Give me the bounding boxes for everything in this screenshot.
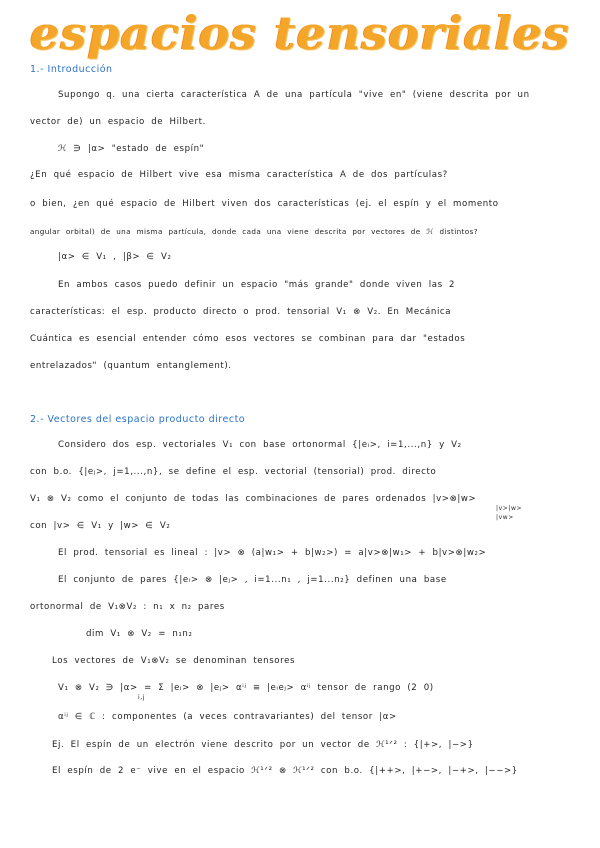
text-line: Los vectores de V₁⊗V₂ se denominan tensores (52, 656, 296, 666)
text-line: ¿En qué espacio de Hilbert vive esa misma característica A de dos partículas? (30, 170, 448, 180)
text-line: αⁱʲ ∈ ℂ : componentes (a veces contravariantes) del tensor |α> (58, 712, 397, 722)
text-line: Ej. El espín de un electrón viene descrito por un vector de ℋ¹ᐟ² : {|+>, |−>} (52, 740, 474, 750)
text-line: V₁ ⊗ V₂ como el conjunto de todas las combinaciones de pares ordenados |v>⊗|w> (30, 494, 477, 504)
text-line: características: el esp. producto directo o prod. tensorial V₁ ⊗ V₂. En Mecánica (30, 307, 452, 317)
section-1-heading: 1.- Introducción (30, 64, 113, 75)
text-line: El prod. tensorial es lineal : |v> ⊗ (a|w₁> + b|w₂>) = a|v>⊗|w₁> + b|v>⊗|w₂> (58, 548, 487, 558)
text-line: entrelazados" (quantum entanglement). (30, 361, 232, 371)
text-line: ortonormal de V₁⊗V₂ : n₁ x n₂ pares (30, 602, 225, 612)
text-line: El espín de 2 e⁻ vive en el espacio ℋ¹ᐟ² ⊗ ℋ¹ᐟ² con b.o. {|++>, |+−>, |−+>, |−−>} (52, 766, 518, 776)
side-note-line: |v>|w> (496, 505, 523, 512)
text-line: |α> ∈ V₁ , |β> ∈ V₂ (58, 252, 172, 262)
text-line: con b.o. {|eⱼ>, j=1,...,n}, se define el esp. vectorial (tensorial) prod. directo (30, 467, 437, 477)
side-note-line: |vw> (496, 514, 514, 521)
text-line: o bien, ¿en qué espacio de Hilbert viven dos características (ej. el espín y el momento (30, 199, 499, 209)
text-line: angular orbital) de una misma partícula, donde cada una viene descrita por vectores de ℋ distintos? (30, 227, 478, 236)
text-line: V₁ ⊗ V₂ ∋ |α> = Σ |eᵢ> ⊗ |eⱼ> αⁱʲ ≡ |eᵢeⱼ> αⁱʲ tensor de rango (2 0) (58, 683, 434, 693)
text-line: vector de) un espacio de Hilbert. (30, 117, 206, 127)
section-2-heading: 2.- Vectores del espacio producto directo (30, 414, 246, 425)
text-line: El conjunto de pares {|eᵢ> ⊗ |eⱼ> , i=1...n₁ , j=1...n₂} definen una base (58, 575, 447, 585)
page-title: espacios tensoriales (30, 6, 570, 60)
text-line: Supongo q. una cierta característica A de una partícula "vive en" (viene descrita por un (58, 90, 530, 100)
text-line: con |v> ∈ V₁ y |w> ∈ V₂ (30, 521, 171, 531)
sum-index: i,j (138, 694, 146, 701)
text-line: En ambos casos puedo definir un espacio "más grande" donde viven las 2 (58, 280, 456, 290)
text-line: dim V₁ ⊗ V₂ = n₁n₂ (86, 629, 193, 639)
text-line: Considero dos esp. vectoriales V₁ con base ortonormal {|eᵢ>, i=1,...,n} y V₂ (58, 440, 462, 450)
text-line: ℋ ∋ |α> "estado de espín" (58, 144, 205, 154)
text-line: Cuántica es esencial entender cómo esos vectores se combinan para dar "estados (30, 334, 466, 344)
